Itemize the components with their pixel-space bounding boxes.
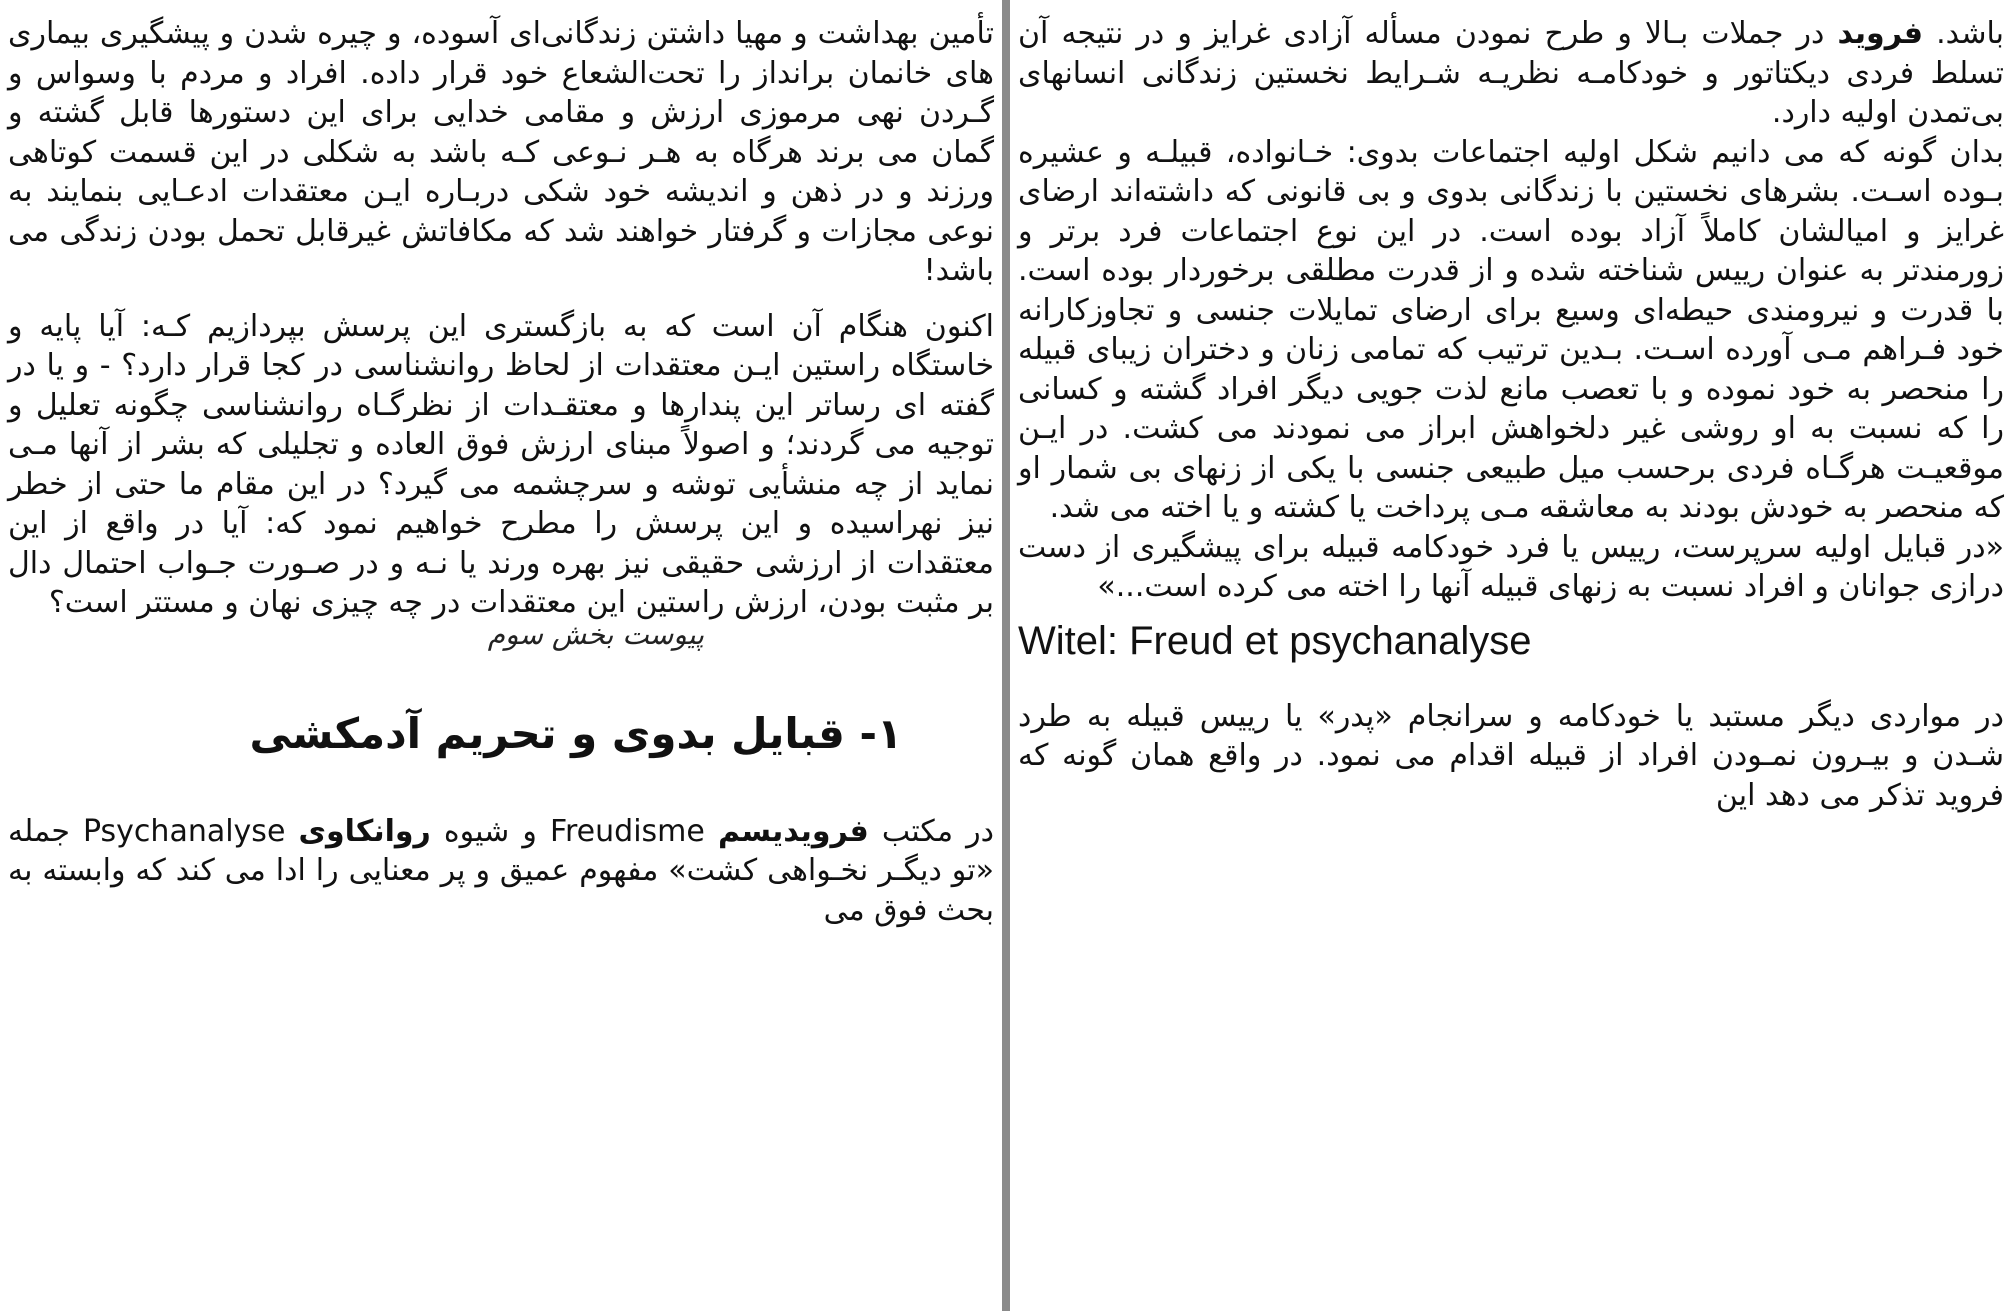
- term-freudism-fa: فرویدیسم: [717, 813, 869, 849]
- term-psychoanalysis-latin: Psychanalyse: [82, 813, 286, 849]
- para3-mid: و شیوه: [443, 813, 537, 849]
- left-paragraph-2: اکنون هنگام آن است که به بازگستری این پرسش بپردازیم کـه: آیا پایه و خاستگاه راستین ایـن معتقدات از لحاظ روانشناسی در کجا قرار دارد؟ - و یا در گفته ای رساتر این پندارها و معتقـدات از نظرگـاه روانشناسی چگونه تعلیل و توجیه می گردند؛ و اصولاً مبنای ارزش فوق العاده و تجلیلی که بشر از آنها مـی نماید از چه منشأیی توشه و سرچشمه می گیرد؟ در این مقام ما حتی از خطر نیز نهراسیده و این پرسش را مطرح خواهیم نمود که: آیا در واقع از این معتقدات از ارزشی حقیقی نیز بهره ورند یا نـه و در صـورت جـواب احتمال دال بر مثبت بودن، ارزش راستین این معتقدات در چه چیزی نهان و مستتر است؟: [8, 308, 994, 620]
- para3-start: در مکتب: [881, 813, 994, 849]
- para1-rest: در جملات بـالا و طرح نمودن مسأله آزادی غرایز و در نتیجه آن تسلط فردی دیکتاتور و خودکامـه نظریـه شـرایط نخستین زندگانی انسانهای بی‌تمدن اولیه دارد.: [1018, 16, 2004, 130]
- term-freud: فروید: [1837, 16, 1923, 51]
- right-paragraph-3-quote: «در قبایل اولیه سرپرست، رییس یا فرد خودکامه قبیله برای پیشگیری از دست درازی جوانان و افراد نسبت به زنهای قبیله آنها را اخته می کرده است...»: [1018, 529, 2004, 604]
- left-paragraph-3: [8, 812, 994, 931]
- left-paragraph-1: تأمین بهداشت و مهیا داشتن زندگانی‌ای آسوده، و چیره شدن و پیشگیری بیماری های خانمان برانداز را تحت‌الشعاع خود قرار داده. افراد و مردم با وسواس و گـردن نهی مرموزی ارزش و مقامی خدایی برای این دستورها قابل گشته و گمان می برند هرگاه به هـر نـوعی کـه باشد به شکلی در این قسمت کوتاهی ورزند و در ذهن و اندیشه خود شکی دربـاره ایـن معتقدات ادعـایی بنمایند به نوعی مجازات و گرفتار خواهند شد که مکافاتش غیرقابل تحمل بودن زندگی می باشد!: [8, 16, 994, 288]
- term-freudism-latin: Freudisme: [549, 813, 705, 849]
- citation: Witel: Freud et psychanalyse: [1018, 618, 1532, 663]
- left-page: [0, 0, 1002, 1311]
- page-divider: [1002, 0, 1010, 1311]
- right-paragraph-1: [1018, 14, 2004, 133]
- para3-end: جمله «تو دیگـر نخـواهی کشت» مفهوم عمیق و پر معنایی را ادا می کند که وابسته به بحث فوق می: [8, 813, 994, 928]
- term-psychoanalysis-fa: روانکاوی: [298, 813, 431, 849]
- section-title: ۱- قبایل بدوی و تحریم آدمکشی: [249, 708, 903, 758]
- right-paragraph-2: بدان گونه که می دانیم شکل اولیه اجتماعات بدوی: خـانواده، قبیلـه و عشیره بـوده اسـت. بشرهای نخستین با زندگانی بدوی و بی قانونی که داشته‌اند ارضای غرایز و امیالشان کاملاً آزاد بوده است. در این نوع اجتماعات فرد برتر و زورمندتر به عنوان رییس شناخته شده و از قدرت مطلقی برخوردار بوده است. با قدرت و نیرومندی حیطه‌ای وسیع برای ارضای تمایلات جنسی و تجاوزکارانه خود فـراهم مـی آورده اسـت. بـدین ترتیب که تمامی زنان و دختران زیبای قبیله را منحصر به خود نموده و با تعصب مانع لذت جویی دیگر افراد گشته و کسانی را که نسبت به او روشی غیر دلخواهش ابراز می نمودند می کشت. در ایـن موقعیـت هرگـاه فردی برحسب میل طبیعی جنسی با یکی از زنهای بی شمار او که منحصر به خودش بودند به معاشقه مـی پرداخت یا کشته و یا اخته می شد.: [1018, 134, 2004, 525]
- right-paragraph-4: در مواردی دیگر مستبد یا خودکامه و سرانجام «پدر» یا رییس قبیله به طرد شـدن و بیـرون نمـودن افراد از قبیله اقدام می نمود. در واقع همان گونه که فروید تذکر می دهد این: [1018, 698, 2004, 813]
- para1-start: باشد.: [1936, 16, 2005, 51]
- appendix-note: پیوست بخش سوم: [487, 617, 704, 651]
- right-page: [1010, 0, 2005, 1311]
